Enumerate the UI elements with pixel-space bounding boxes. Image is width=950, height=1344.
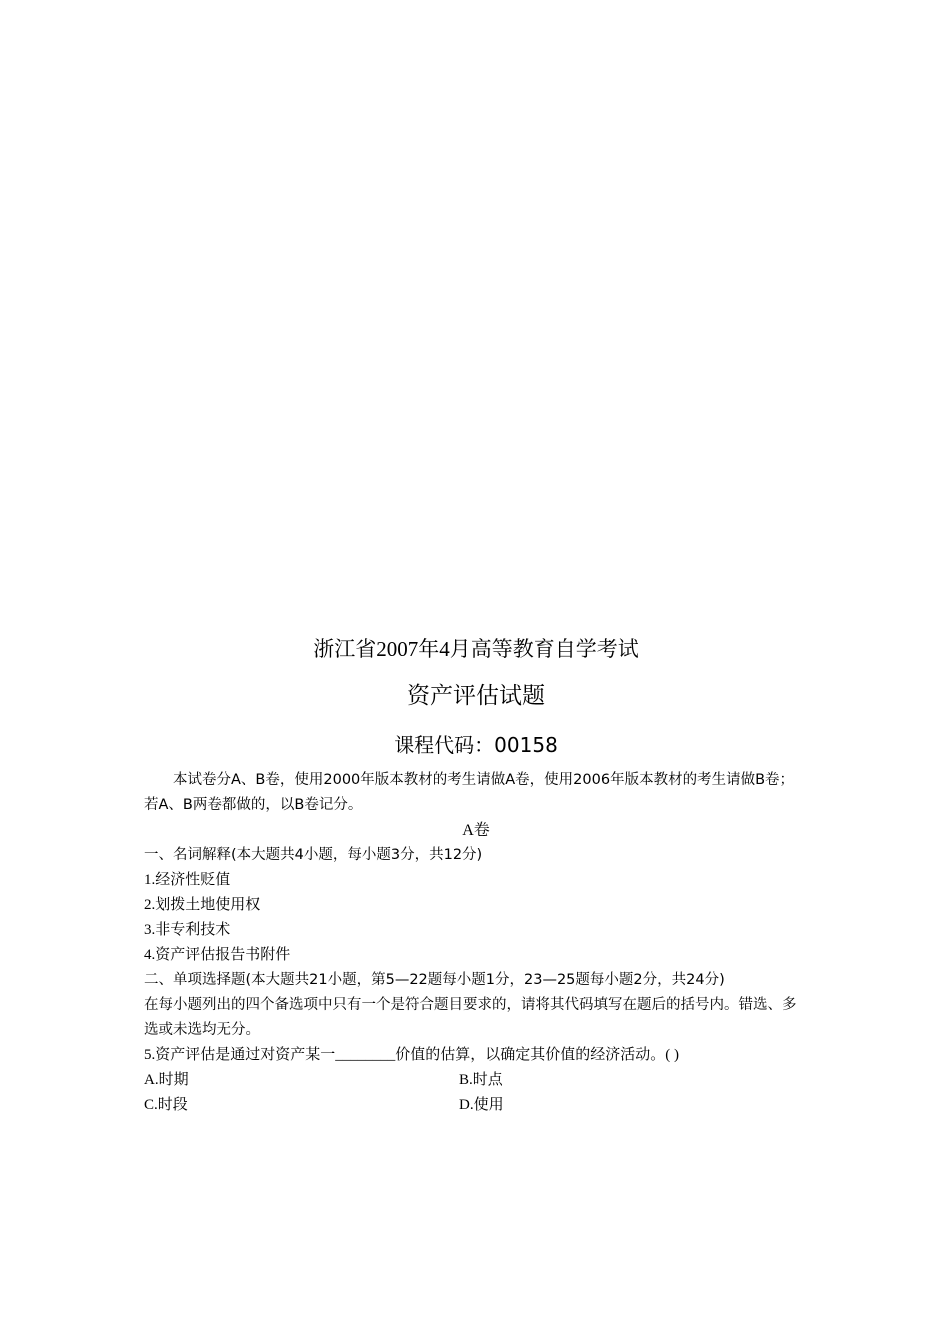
list-item: 3.非专利技术: [144, 922, 231, 938]
option-b: B.时点: [459, 1072, 503, 1088]
exam-title: 浙江省2007年4月高等教育自学考试: [313, 637, 639, 661]
document-content: [144, 630, 808, 1118]
section1-heading: 一、名词解释(本大题共4小题，每小题3分，共12分): [144, 847, 483, 863]
list-item: 1.经济性贬值: [144, 872, 231, 888]
question-options: [144, 1068, 808, 1118]
intro-paragraph: 本试卷分A、B卷，使用2000年版本教材的考生请做A卷，使用2006年版本教材的考生请做B卷；若A、B两卷都做的，以B卷记分。: [144, 772, 795, 813]
question-stem: 5.资产评估是通过对资产某一________价值的估算，以确定其价值的经济活动。( ): [144, 1047, 679, 1063]
paper-label: A卷: [462, 822, 490, 839]
list-item: 2.划拨土地使用权: [144, 897, 261, 913]
section2-instruction: 在每小题列出的四个备选项中只有一个是符合题目要求的，请将其代码填写在题后的括号内。错选、多选或未选均无分。: [144, 997, 797, 1038]
list-item: 4.资产评估报告书附件: [144, 947, 291, 963]
option-c: C.时段: [144, 1097, 188, 1113]
course-code: 课程代码：00158: [394, 733, 558, 757]
section2-heading: 二、单项选择题(本大题共21小题，第5—22题每小题1分，23—25题每小题2分，共24分): [144, 972, 725, 988]
subject-title: 资产评估试题: [407, 683, 545, 709]
option-a: A.时期: [144, 1072, 189, 1088]
option-d: D.使用: [459, 1097, 504, 1113]
